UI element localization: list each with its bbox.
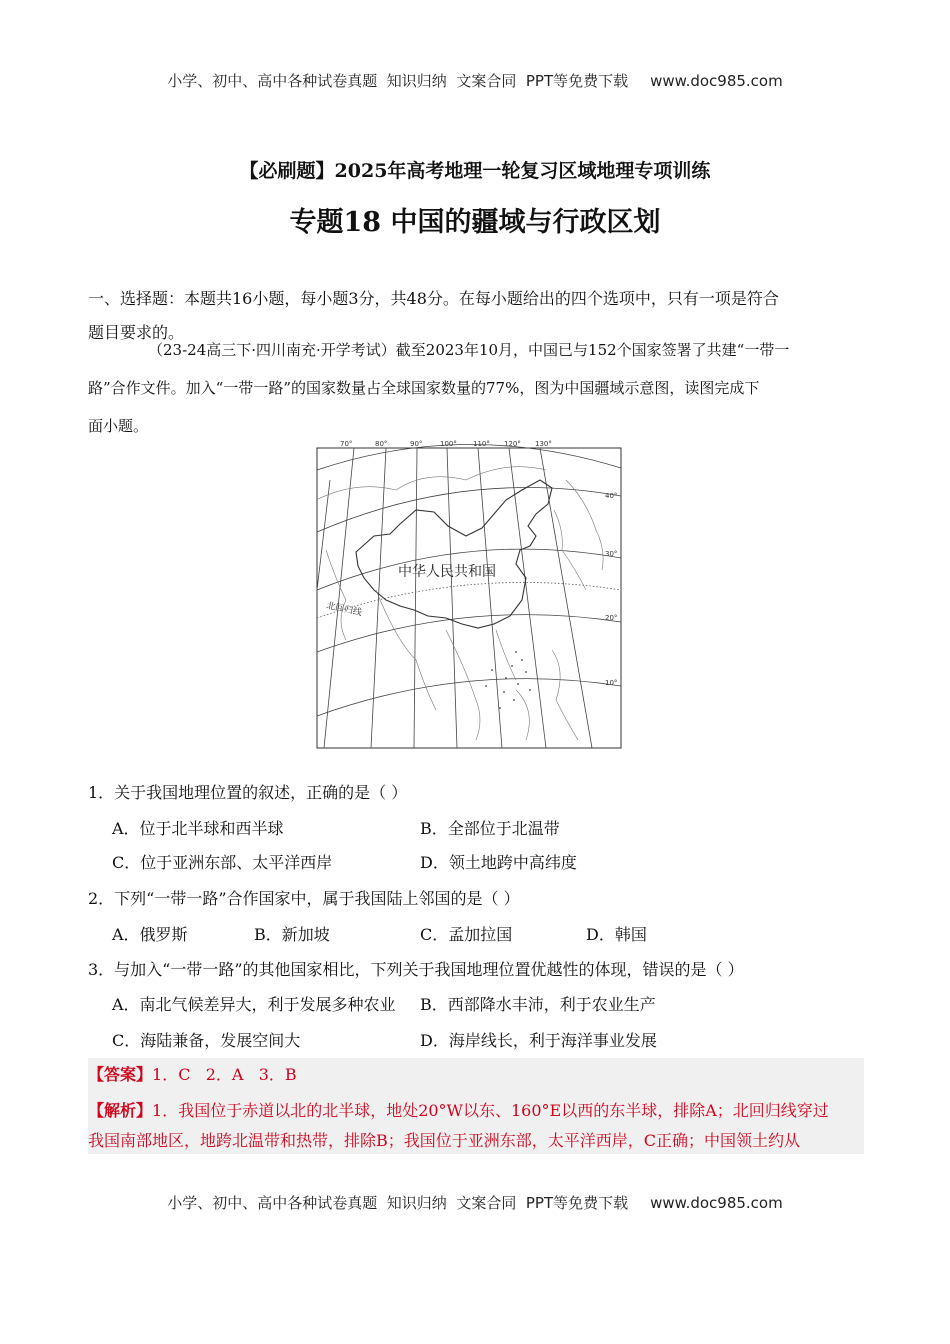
question-2: 2．下列“一带一路”合作国家中，属于我国陆上邻国的是（ ）: [88, 889, 520, 908]
answer-line: [88, 1062, 297, 1085]
lon-label: 110°: [473, 440, 490, 448]
stem-line: 路”合作文件。加入“一带一路”的国家数量占全球国家数量的77%，图为中国疆域示意图，读图完成下: [88, 379, 760, 397]
option-2c[interactable]: C．孟加拉国: [420, 925, 513, 944]
analysis-label: 【解析】: [88, 1101, 153, 1120]
china-territory-map: [316, 440, 624, 750]
lon-label: 90°: [410, 440, 423, 448]
tropic-label: 北回归线: [325, 601, 363, 619]
page-header: [0, 70, 950, 91]
option-1d[interactable]: D．领土地跨中高纬度: [420, 853, 577, 872]
option-2d[interactable]: D．韩国: [586, 925, 647, 944]
lon-label: 100°: [440, 440, 457, 448]
lat-label: 10°: [605, 679, 618, 687]
doc-series-title: 【必刷题】2025年高考地理一轮复习区域地理专项训练: [239, 160, 711, 182]
lat-label: 30°: [605, 550, 618, 558]
option-3d[interactable]: D．海岸线长，利于海洋事业发展: [420, 1031, 657, 1050]
lon-label: 130°: [535, 440, 552, 448]
answer-label: 【答案】: [88, 1065, 153, 1084]
option-3c[interactable]: C．海陆兼备，发展空间大: [112, 1031, 301, 1050]
option-2a[interactable]: A．俄罗斯: [112, 925, 188, 944]
answer-text: 1．C 2．A 3．B: [152, 1065, 297, 1084]
lon-label: 80°: [375, 440, 388, 448]
analysis-line: 1．我国位于赤道以北的北半球，地处20°W以东、160°E以西的东半球，排除A；北回归线穿过: [152, 1101, 829, 1120]
stem-line: （23-24高三下·四川南充·开学考试）截至2023年10月，中国已与152个国家签署了共建“一带一: [148, 341, 790, 359]
footer-url[interactable]: www.doc985.com: [650, 1194, 783, 1212]
question-1: 1．关于我国地理位置的叙述，正确的是（ ）: [88, 783, 408, 802]
footer-text: 小学、初中、高中各种试卷真题 知识归纳 文案合同 PPT等免费下载: [167, 1194, 629, 1212]
option-1b[interactable]: B．全部位于北温带: [420, 819, 560, 838]
option-3b[interactable]: B．西部降水丰沛，利于农业生产: [420, 995, 656, 1014]
stem-line: 面小题。: [88, 417, 149, 435]
section-heading-line: 题目要求的。: [88, 323, 185, 342]
option-1a[interactable]: A．位于北半球和西半球: [112, 819, 284, 838]
analysis-line: 我国南部地区，地跨北温带和热带，排除B；我国位于亚洲东部，太平洋西岸，C正确；中国领土约从: [88, 1131, 801, 1150]
option-1c[interactable]: C．位于亚洲东部、太平洋西岸: [112, 853, 333, 872]
doc-topic-title: 专题18 中国的疆域与行政区划: [289, 207, 661, 238]
header-text: 小学、初中、高中各种试卷真题 知识归纳 文案合同 PPT等免费下载: [167, 72, 629, 90]
map-country-label: 中华人民共和国: [398, 564, 496, 580]
lat-label: 20°: [605, 614, 618, 622]
question-3: 3．与加入“一带一路”的其他国家相比，下列关于我国地理位置优越性的体现，错误的是（ ）: [88, 960, 744, 979]
map-svg: [316, 440, 624, 750]
page-footer: [0, 1192, 950, 1213]
header-url[interactable]: www.doc985.com: [650, 72, 783, 90]
analysis-block: [88, 1096, 864, 1156]
lon-label: 70°: [340, 440, 353, 448]
option-3a[interactable]: A．南北气候差异大，利于发展多种农业: [112, 995, 396, 1014]
lat-label: 40°: [605, 492, 618, 500]
section-heading-line: 一、选择题：本题共16小题，每小题3分，共48分。在每小题给出的四个选项中，只有一项是符合: [88, 289, 779, 308]
lon-label: 120°: [504, 440, 521, 448]
option-2b[interactable]: B．新加坡: [254, 925, 330, 944]
question-stem: [88, 331, 864, 445]
